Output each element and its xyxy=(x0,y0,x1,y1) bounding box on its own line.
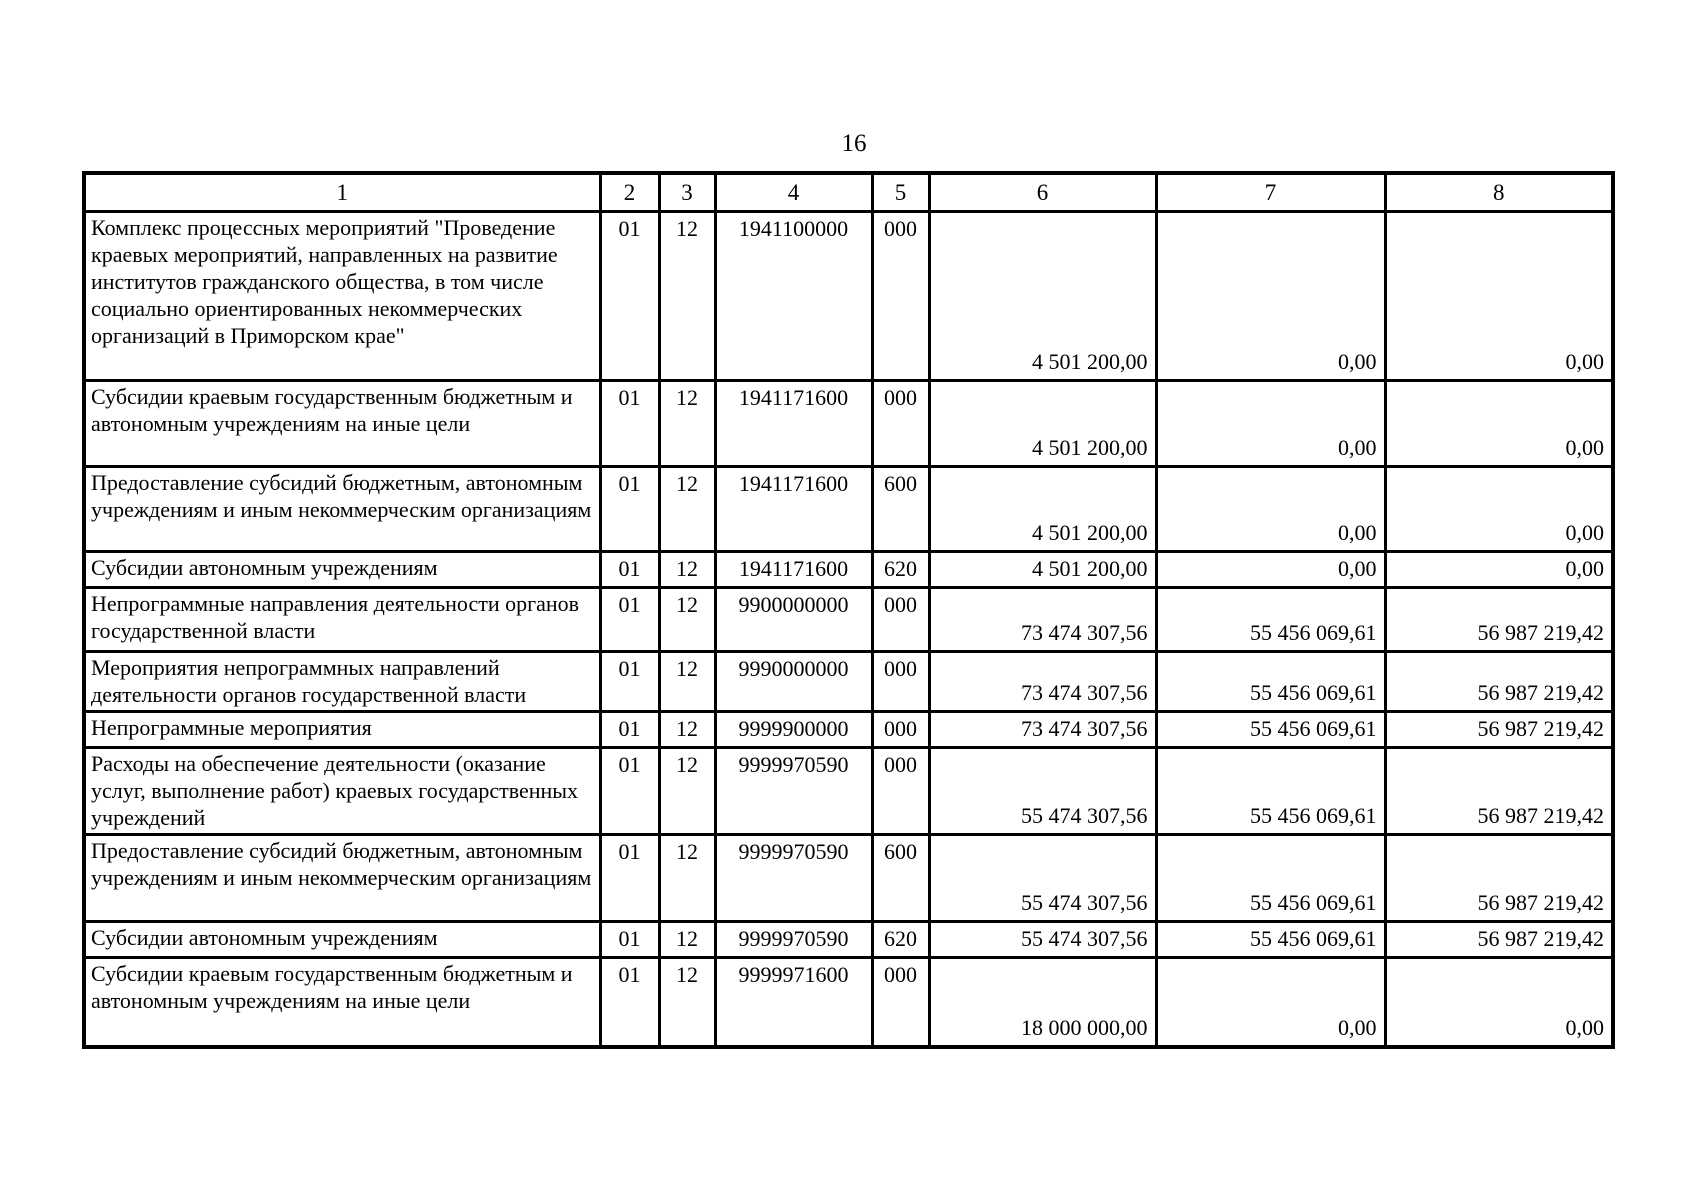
amount-year2-cell: 55 456 069,61 xyxy=(1156,747,1385,834)
row-title-cell: Комплекс процессных мероприятий "Проведение краевых мероприятий, направленных на развитие институтов гражданского общества, в том числе социально ориентированных некоммерческих организаций в Приморском крае" xyxy=(84,211,600,380)
table-row xyxy=(84,957,1613,1047)
row-title-cell: Субсидии краевым государственным бюджетным и автономным учреждениям на иные цели xyxy=(84,380,600,466)
amount-year1-cell: 73 474 307,56 xyxy=(929,587,1156,651)
row-title-cell: Предоставление субсидий бюджетным, автономным учреждениям и иным некоммерческим организациям xyxy=(84,834,600,921)
amount-year2-cell: 55 456 069,61 xyxy=(1156,651,1385,711)
column-header-8: 8 xyxy=(1385,173,1613,211)
row-title-cell: Мероприятия непрограммных направлений деятельности органов государственной власти xyxy=(84,651,600,711)
table-row xyxy=(84,921,1613,957)
subsection-code-cell: 12 xyxy=(659,834,715,921)
column-header-6: 6 xyxy=(929,173,1156,211)
target-article-code-cell: 9999970590 xyxy=(715,834,872,921)
amount-year2-cell: 55 456 069,61 xyxy=(1156,921,1385,957)
row-title-cell: Расходы на обеспечение деятельности (оказание услуг, выполнение работ) краевых государственных учреждений xyxy=(84,747,600,834)
amount-year2-cell: 55 456 069,61 xyxy=(1156,711,1385,747)
amount-year1-cell: 4 501 200,00 xyxy=(929,211,1156,380)
row-title-cell: Непрограммные направления деятельности органов государственной власти xyxy=(84,587,600,651)
subsection-code-cell: 12 xyxy=(659,651,715,711)
amount-year1-cell: 4 501 200,00 xyxy=(929,466,1156,551)
subsection-code-cell: 12 xyxy=(659,551,715,587)
amount-year2-cell: 55 456 069,61 xyxy=(1156,587,1385,651)
subsection-code-cell: 12 xyxy=(659,466,715,551)
amount-year2-cell: 0,00 xyxy=(1156,957,1385,1047)
table-header-row xyxy=(84,173,1613,211)
amount-year3-cell: 0,00 xyxy=(1385,551,1613,587)
page-number xyxy=(0,130,1692,158)
expense-type-code-cell: 000 xyxy=(872,957,929,1047)
section-code-cell: 01 xyxy=(600,747,659,834)
expense-type-code-cell: 000 xyxy=(872,747,929,834)
amount-year3-cell: 0,00 xyxy=(1385,957,1613,1047)
column-header-3: 3 xyxy=(659,173,715,211)
row-title-cell: Субсидии автономным учреждениям xyxy=(84,921,600,957)
amount-year3-cell: 56 987 219,42 xyxy=(1385,834,1613,921)
target-article-code-cell: 9999900000 xyxy=(715,711,872,747)
target-article-code-cell: 1941171600 xyxy=(715,380,872,466)
amount-year2-cell: 0,00 xyxy=(1156,380,1385,466)
target-article-code-cell: 1941171600 xyxy=(715,466,872,551)
expense-type-code-cell: 620 xyxy=(872,921,929,957)
table-row xyxy=(84,651,1613,711)
amount-year1-cell: 55 474 307,56 xyxy=(929,747,1156,834)
amount-year3-cell: 56 987 219,42 xyxy=(1385,587,1613,651)
row-title-cell: Предоставление субсидий бюджетным, автономным учреждениям и иным некоммерческим организациям xyxy=(84,466,600,551)
amount-year2-cell: 0,00 xyxy=(1156,466,1385,551)
section-code-cell: 01 xyxy=(600,211,659,380)
budget-table xyxy=(82,171,1615,1049)
expense-type-code-cell: 000 xyxy=(872,380,929,466)
amount-year2-cell: 55 456 069,61 xyxy=(1156,834,1385,921)
row-title-cell: Субсидии краевым государственным бюджетным и автономным учреждениям на иные цели xyxy=(84,957,600,1047)
table-row xyxy=(84,834,1613,921)
amount-year3-cell: 0,00 xyxy=(1385,211,1613,380)
table-row xyxy=(84,211,1613,380)
amount-year1-cell: 4 501 200,00 xyxy=(929,380,1156,466)
subsection-code-cell: 12 xyxy=(659,380,715,466)
subsection-code-cell: 12 xyxy=(659,747,715,834)
amount-year1-cell: 18 000 000,00 xyxy=(929,957,1156,1047)
section-code-cell: 01 xyxy=(600,587,659,651)
column-header-1: 1 xyxy=(84,173,600,211)
amount-year1-cell: 73 474 307,56 xyxy=(929,711,1156,747)
target-article-code-cell: 9990000000 xyxy=(715,651,872,711)
amount-year3-cell: 56 987 219,42 xyxy=(1385,711,1613,747)
subsection-code-cell: 12 xyxy=(659,711,715,747)
amount-year1-cell: 55 474 307,56 xyxy=(929,921,1156,957)
amount-year3-cell: 56 987 219,42 xyxy=(1385,921,1613,957)
section-code-cell: 01 xyxy=(600,551,659,587)
column-header-4: 4 xyxy=(715,173,872,211)
table-row xyxy=(84,380,1613,466)
section-code-cell: 01 xyxy=(600,466,659,551)
column-header-5: 5 xyxy=(872,173,929,211)
target-article-code-cell: 9999971600 xyxy=(715,957,872,1047)
expense-type-code-cell: 000 xyxy=(872,651,929,711)
table-row xyxy=(84,466,1613,551)
section-code-cell: 01 xyxy=(600,651,659,711)
target-article-code-cell: 9999970590 xyxy=(715,921,872,957)
section-code-cell: 01 xyxy=(600,957,659,1047)
page-number-text: 16 xyxy=(841,130,867,157)
amount-year1-cell: 4 501 200,00 xyxy=(929,551,1156,587)
subsection-code-cell: 12 xyxy=(659,587,715,651)
expense-type-code-cell: 620 xyxy=(872,551,929,587)
amount-year2-cell: 0,00 xyxy=(1156,211,1385,380)
amount-year1-cell: 55 474 307,56 xyxy=(929,834,1156,921)
table-row xyxy=(84,711,1613,747)
subsection-code-cell: 12 xyxy=(659,921,715,957)
amount-year3-cell: 56 987 219,42 xyxy=(1385,747,1613,834)
target-article-code-cell: 9900000000 xyxy=(715,587,872,651)
amount-year2-cell: 0,00 xyxy=(1156,551,1385,587)
target-article-code-cell: 1941171600 xyxy=(715,551,872,587)
row-title-cell: Субсидии автономным учреждениям xyxy=(84,551,600,587)
section-code-cell: 01 xyxy=(600,711,659,747)
section-code-cell: 01 xyxy=(600,380,659,466)
expense-type-code-cell: 600 xyxy=(872,466,929,551)
expense-type-code-cell: 000 xyxy=(872,587,929,651)
table-row xyxy=(84,747,1613,834)
subsection-code-cell: 12 xyxy=(659,957,715,1047)
table-row xyxy=(84,587,1613,651)
section-code-cell: 01 xyxy=(600,921,659,957)
target-article-code-cell: 9999970590 xyxy=(715,747,872,834)
subsection-code-cell: 12 xyxy=(659,211,715,380)
amount-year3-cell: 56 987 219,42 xyxy=(1385,651,1613,711)
target-article-code-cell: 1941100000 xyxy=(715,211,872,380)
column-header-7: 7 xyxy=(1156,173,1385,211)
column-header-2: 2 xyxy=(600,173,659,211)
expense-type-code-cell: 600 xyxy=(872,834,929,921)
row-title-cell: Непрограммные мероприятия xyxy=(84,711,600,747)
amount-year3-cell: 0,00 xyxy=(1385,466,1613,551)
expense-type-code-cell: 000 xyxy=(872,211,929,380)
amount-year1-cell: 73 474 307,56 xyxy=(929,651,1156,711)
section-code-cell: 01 xyxy=(600,834,659,921)
amount-year3-cell: 0,00 xyxy=(1385,380,1613,466)
expense-type-code-cell: 000 xyxy=(872,711,929,747)
table-row xyxy=(84,551,1613,587)
